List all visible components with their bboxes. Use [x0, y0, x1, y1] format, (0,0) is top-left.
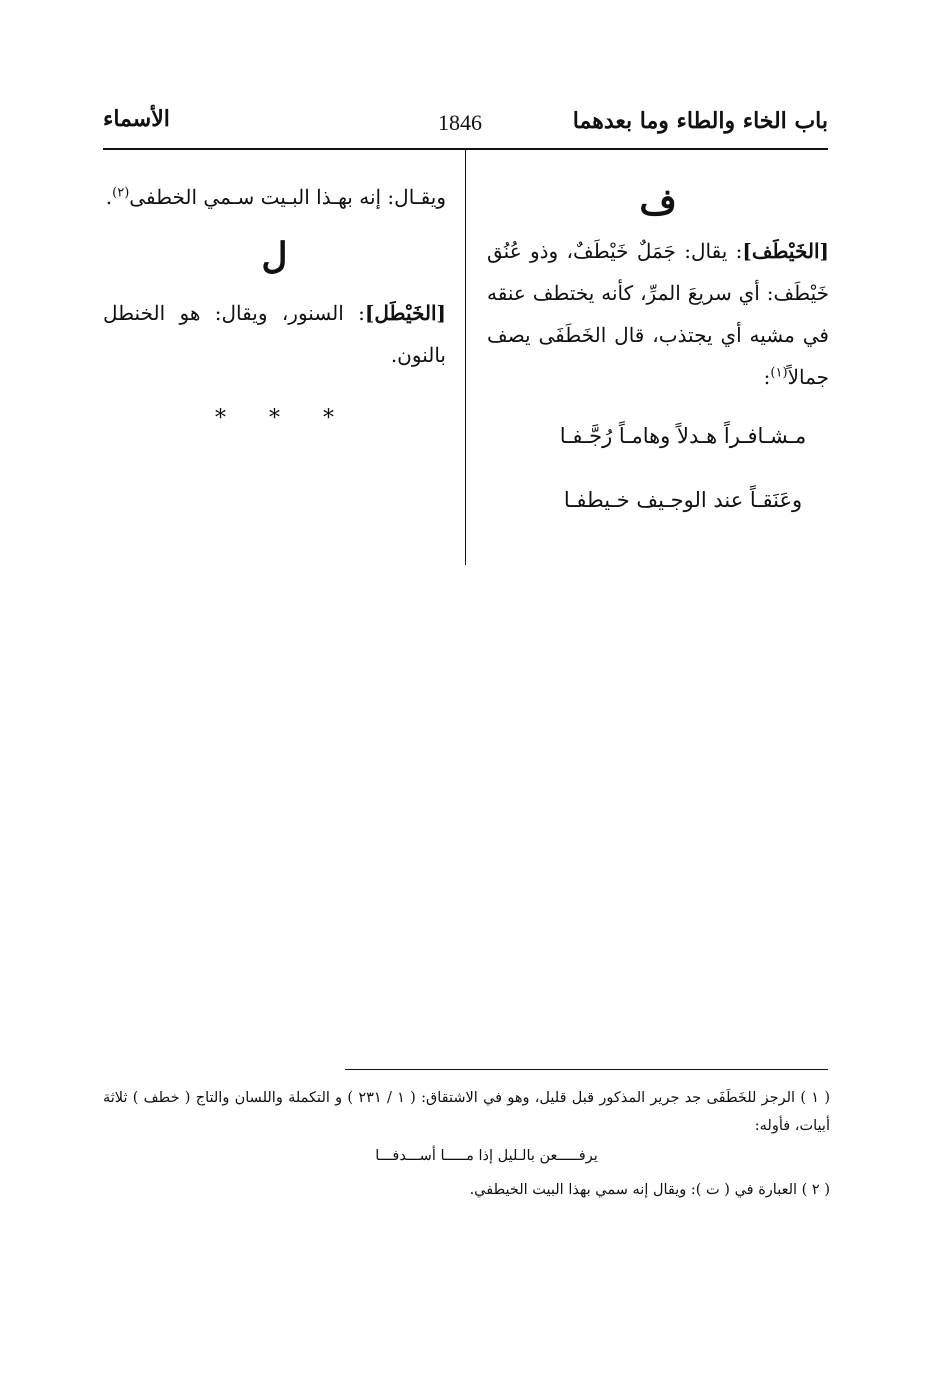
section-title: الأسماء: [103, 106, 170, 132]
separator-stars: * * *: [215, 406, 352, 431]
entry-khaytaf: [487, 230, 829, 398]
footnotes: [103, 1084, 830, 1204]
continuation-end: .: [105, 185, 113, 209]
footnote-ref-1: (١): [770, 365, 788, 381]
chapter-title: باب الخاء والطاء وما بعدهما: [572, 108, 828, 134]
section-letter-fa: ف: [639, 181, 677, 223]
continuation-text: ويقـال: إنه بهـذا البـيت سـمي الخطفى: [129, 185, 446, 209]
verse-line-2: وعَنَقـاً عند الوجـيف خـيطفـا: [563, 488, 803, 512]
entry-text: : السنور، ويقال: هو الخنطل بالنون.: [103, 301, 446, 367]
page-number: 1846: [438, 110, 482, 135]
entry-keyword: [الخَيْطَل]: [364, 301, 446, 325]
continuation-paragraph: [103, 176, 446, 218]
footnote-ref-2: (٢): [112, 185, 130, 201]
footnote-1: ( ١ ) الرجز للخَطَفَى جد جرير المذكور قبل قليل، وهو في الاشتقاق: ( ١ / ٢٣١ ) و التكملة واللسان والتاج ( خطف ) ثلاثة أبيات، فأوله:: [103, 1090, 830, 1134]
entry-khaytal: [103, 292, 446, 376]
verse-line-1: مـشـافـراً هـدلاً وهامـاً رُجَّـفـا: [559, 424, 807, 448]
column-divider: [465, 149, 466, 565]
left-column: [103, 176, 446, 440]
footnote-1-verse: يرفـــــعن بالـليل إذا مـــــا أســـدفـــا: [375, 1148, 598, 1164]
entry-keyword: [الخَيْطَف]: [742, 239, 829, 263]
entry-end: :: [763, 365, 771, 389]
footnote-rule: [345, 1069, 828, 1070]
entry-text: : يقال: جَمَلٌ خَيْطَفٌ، وذو عُنُق خَيْطَف: أي سريعَ المرِّ، كأنه يختطف عنقه في مشيه أي يجتذب، قال الخَطَفَى يصف جمالاً: [487, 239, 829, 389]
section-letter-lam: ل: [261, 235, 288, 277]
right-column: [487, 180, 829, 532]
footnote-2: ( ٢ ) العبارة في ( ت ): ويقال إنه سمي بهذا البيت الخيطفي.: [469, 1182, 830, 1198]
